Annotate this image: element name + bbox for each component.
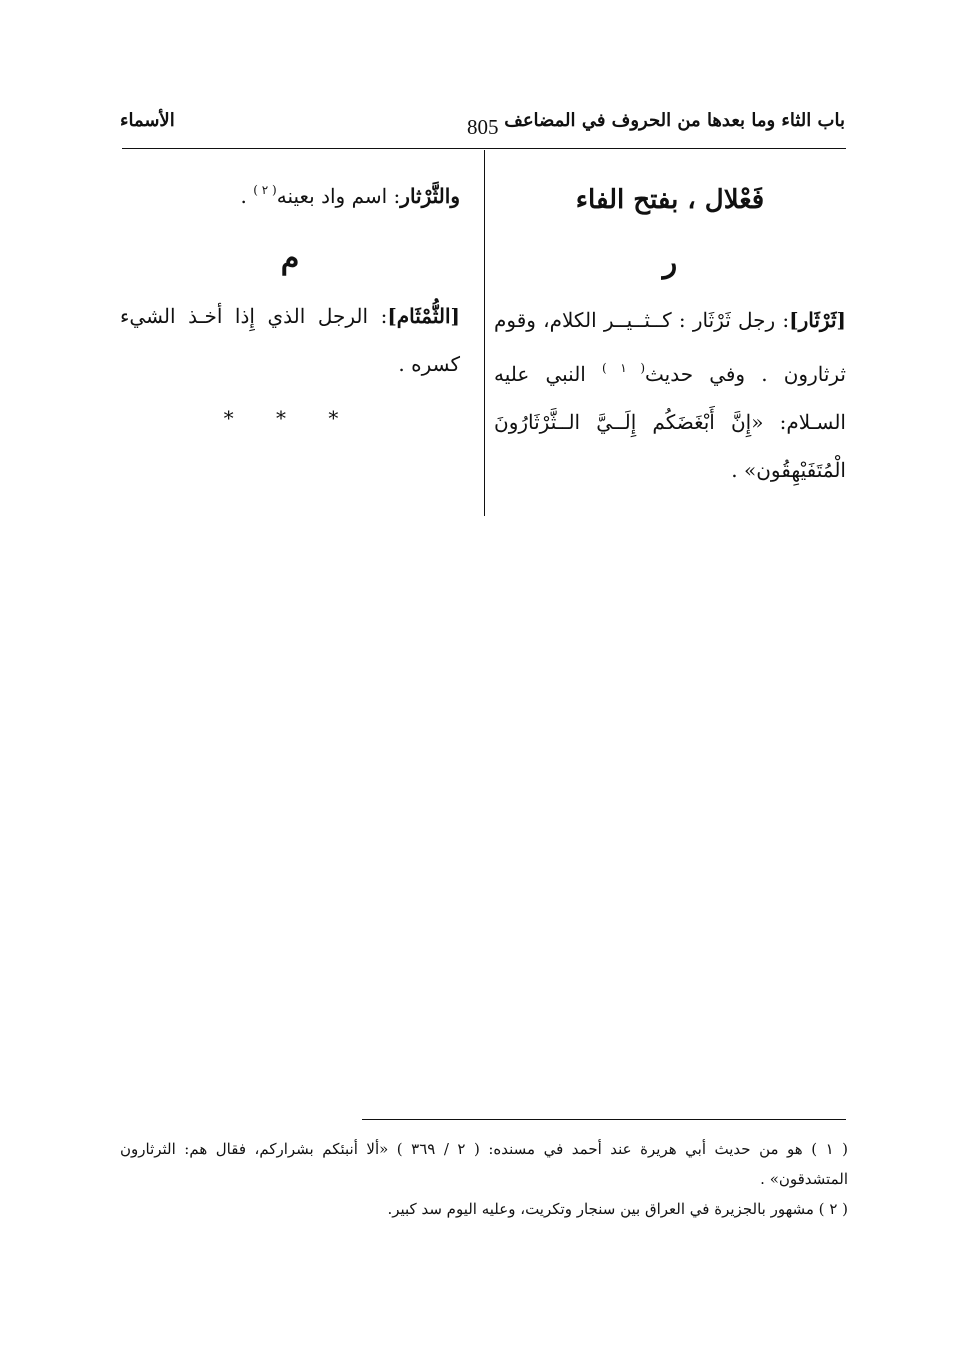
entry-text: : الرجل الذي إِذا أخـذ الشيء كسره . <box>120 304 460 376</box>
letter-heading-mim: م <box>280 241 300 276</box>
dictionary-entry-wadi <box>120 166 460 220</box>
footnote-1: ( ١ ) هو من حديث أبي هريرة عند أحمد في مسنده: ( ٢ / ٣٦٩ ) «ألا أنبئكم بشراركم، فقال هم: الثرثارون المتشدقون» . <box>120 1140 848 1188</box>
page-number: 805 <box>467 115 499 139</box>
section-heading: فَعْلال ، بفتح الفاء <box>575 185 765 215</box>
right-column <box>494 176 846 494</box>
dictionary-entry-tharthar <box>494 296 846 494</box>
left-column <box>120 166 460 442</box>
header-rule <box>122 148 846 149</box>
footnote-2: ( ٢ ) مشهور بالجزيرة في العراق بين سنجار وتكريت، وعليه اليوم سد كبير. <box>387 1200 848 1218</box>
entry-text: : اسم واد بعينه <box>276 184 401 208</box>
footnote-rule <box>362 1119 846 1120</box>
footnote-reference: ( ٢ ) <box>253 183 277 197</box>
entry-term: [ثَرْثَار] <box>789 308 846 332</box>
running-head-section: الأسماء <box>120 110 175 131</box>
entry-term: والثَّرْثار <box>400 184 460 208</box>
entry-text-continued: النبي عليه السـلام: «إِنَّ أَبْغَضَكُم إِلَــيَّ الــثَّرْثَارُونَ الْمُتَفَيْهِقُون» . <box>494 362 846 482</box>
running-head-chapter: باب الثاء وما بعدها من الحروف في المضاعف <box>504 110 845 131</box>
entry-text-end: . <box>240 184 254 208</box>
entry-text: : رجل ثَرْثَار : كــثــيــر الكلام، وقوم ثرثارون . وفي حديث <box>494 308 846 386</box>
footnote-reference: ( ١ ) <box>601 361 645 375</box>
entry-term: [الثُّمْثَام] <box>387 304 460 328</box>
letter-heading-ra: ر <box>662 245 678 280</box>
footnotes <box>120 1134 848 1224</box>
dictionary-entry-thumtham <box>120 292 460 388</box>
column-divider <box>484 150 485 516</box>
section-separator-stars: * * * <box>223 406 357 430</box>
